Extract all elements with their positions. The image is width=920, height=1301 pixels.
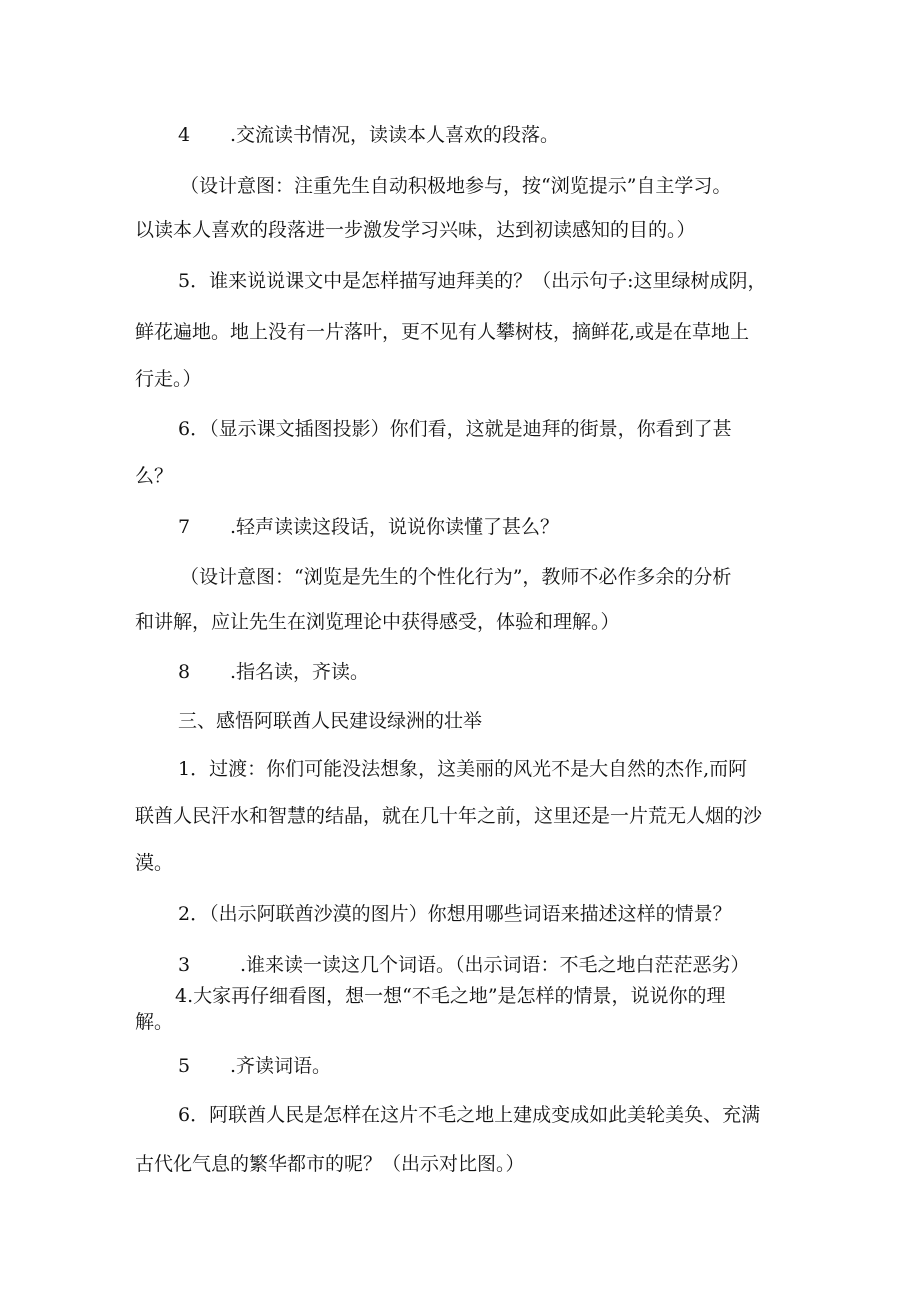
item-text: 鲜花遍地。地上没有一片落叶，更不见有人攀树枝，摘鲜花,或是在草地上: [135, 321, 750, 343]
item-number: 3: [178, 954, 191, 976]
item-text: 漠。: [135, 852, 174, 874]
item-text: 5．谁来说说课文中是怎样描写迪拜美的？（出示句子:这里绿树成阴，: [178, 270, 767, 292]
item-text: .齐读词语。: [230, 1055, 332, 1077]
design-intent-line: 和讲解，应让先生在浏览理论中获得感受，体验和理解。）: [135, 611, 620, 633]
section-heading: 三、感悟阿联酋人民建设绿洲的壮举: [178, 710, 483, 732]
item-text: 2．（出示阿联酋沙漠的图片）你想用哪些词语来描述这样的情景？: [178, 903, 732, 925]
design-intent-line: （设计意图：“浏览是先生的个性化行为”，教师不必作多余的分析: [180, 566, 732, 588]
item-text: 1．过渡：你们可能没法想象，这美丽的风光不是大自然的杰作,而阿: [178, 758, 748, 780]
item-text: .交流读书情况，读读本人喜欢的段落。: [230, 124, 560, 146]
design-intent-line: （设计意图：注重先生自动积极地参与，按“浏览提示”自主学习。: [180, 175, 732, 197]
item-text: .轻声读读这段话，说说你读懂了甚么？: [230, 516, 560, 538]
item-text: 4.大家再仔细看图，想一想“不毛之地”是怎样的情景，说说你的理: [175, 985, 726, 1007]
item-number: 7: [178, 516, 191, 538]
design-intent-line: 以读本人喜欢的段落进一步激发学习兴味，达到初读感知的目的。）: [135, 219, 696, 241]
item-text: 6．（显示课文插图投影）你们看，这就是迪拜的街景，你看到了甚: [178, 418, 732, 440]
item-text: 么？: [135, 465, 174, 487]
item-number: 8: [178, 661, 191, 683]
item-number: 5: [178, 1055, 191, 1077]
item-text: .谁来读一读这几个词语。（出示词语：不毛之地白茫茫恶劣）: [240, 954, 750, 976]
item-text: 古代化气息的繁华都市的呢？（出示对比图。）: [135, 1153, 525, 1175]
item-text: 解。: [135, 1011, 174, 1033]
item-number: 4: [178, 124, 191, 146]
item-text: 6．阿联酋人民是怎样在这片不毛之地上建成变成如此美轮美奂、充满: [178, 1104, 761, 1126]
item-text: 行走。）: [135, 368, 202, 390]
item-text: .指名读，齐读。: [230, 661, 370, 683]
item-text: 联酋人民汗水和智慧的结晶，就在几十年之前，这里还是一片荒无人烟的沙: [135, 805, 763, 827]
